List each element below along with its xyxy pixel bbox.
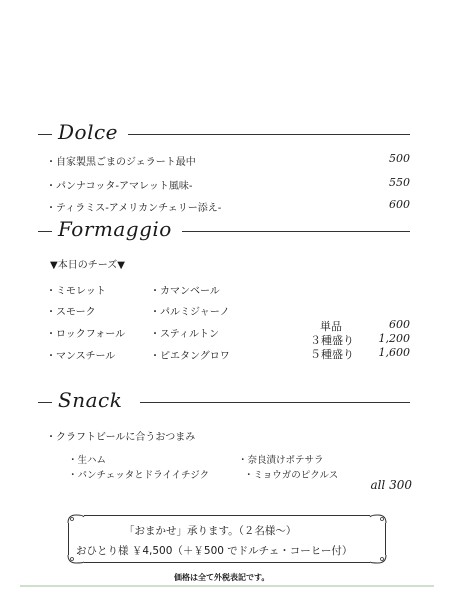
tax-note: 価格は全て外税表記です。: [174, 573, 270, 582]
cheese-right-3: ・スティルトン: [150, 329, 219, 340]
cheese-left-1: ・ミモレット: [46, 286, 106, 297]
dolce-dash-left: [38, 134, 52, 135]
snack-rule: [140, 402, 410, 403]
formaggio-rule: [182, 231, 410, 232]
snack-item-left-2: ・パンチェッタとドライイチジク: [68, 470, 210, 481]
cheese-left-3: ・ロックフォール: [46, 329, 126, 340]
frame-corner-ornament-br: [368, 553, 388, 567]
snack-title: Snack: [58, 388, 123, 412]
omakase-line-1: 「おまかせ」承ります。（２名様〜）: [124, 525, 297, 537]
cheese-of-day-label: ▼本日のチーズ▼: [50, 260, 125, 271]
bottom-divider: [20, 585, 434, 587]
dolce-item-3: ・ティラミス‐アメリカンチェリー添え‐: [46, 203, 222, 214]
snack-item-right-2: ・ミョウガのピクルス: [244, 470, 339, 481]
formaggio-dash-left: [38, 231, 52, 232]
snack-price: all 300: [370, 478, 412, 492]
cheese-five-label: ５種盛り: [310, 348, 354, 361]
cheese-right-4: ・ピエタングロワ: [150, 351, 230, 362]
snack-dash-left: [38, 402, 52, 403]
dolce-item-2: ・パンナコッタ‐アマレット風味‐: [46, 181, 193, 192]
dolce-price-3: 600: [389, 198, 410, 211]
frame-corner-ornament-tl: [66, 511, 86, 525]
frame-right-line: [385, 523, 386, 555]
dolce-item-1: ・自家製黒ごまのジェラート最中: [46, 157, 196, 168]
dolce-rule: [128, 134, 410, 135]
formaggio-title: Formaggio: [58, 217, 172, 241]
snack-item-right-1: ・奈良漬けポテサラ: [238, 455, 324, 466]
snack-subtitle: ・クラフトビールに合うおつまみ: [46, 432, 196, 443]
cheese-left-4: ・マンスチール: [46, 351, 116, 362]
frame-left-line: [68, 523, 69, 555]
cheese-left-2: ・スモーク: [46, 307, 96, 318]
dolce-price-2: 550: [389, 176, 410, 189]
cheese-five-price: 1,600: [378, 346, 410, 359]
cheese-single-price: 600: [389, 318, 410, 331]
frame-top-line: [84, 515, 370, 516]
cheese-three-label: ３種盛り: [310, 334, 354, 347]
dolce-price-1: 500: [389, 152, 410, 165]
omakase-line-2: おひとり様 ￥4,500（＋￥500 でドルチェ・コーヒー付）: [76, 545, 353, 557]
frame-corner-ornament-tr: [368, 511, 388, 525]
cheese-right-1: ・カマンベール: [150, 286, 220, 297]
dolce-title: Dolce: [58, 120, 119, 144]
cheese-right-2: ・パルミジャーノ: [150, 307, 230, 318]
snack-item-left-1: ・生ハム: [68, 455, 107, 466]
frame-bottom-line: [84, 562, 370, 563]
cheese-single-label: 単品: [320, 320, 342, 333]
cheese-three-price: 1,200: [378, 332, 410, 345]
